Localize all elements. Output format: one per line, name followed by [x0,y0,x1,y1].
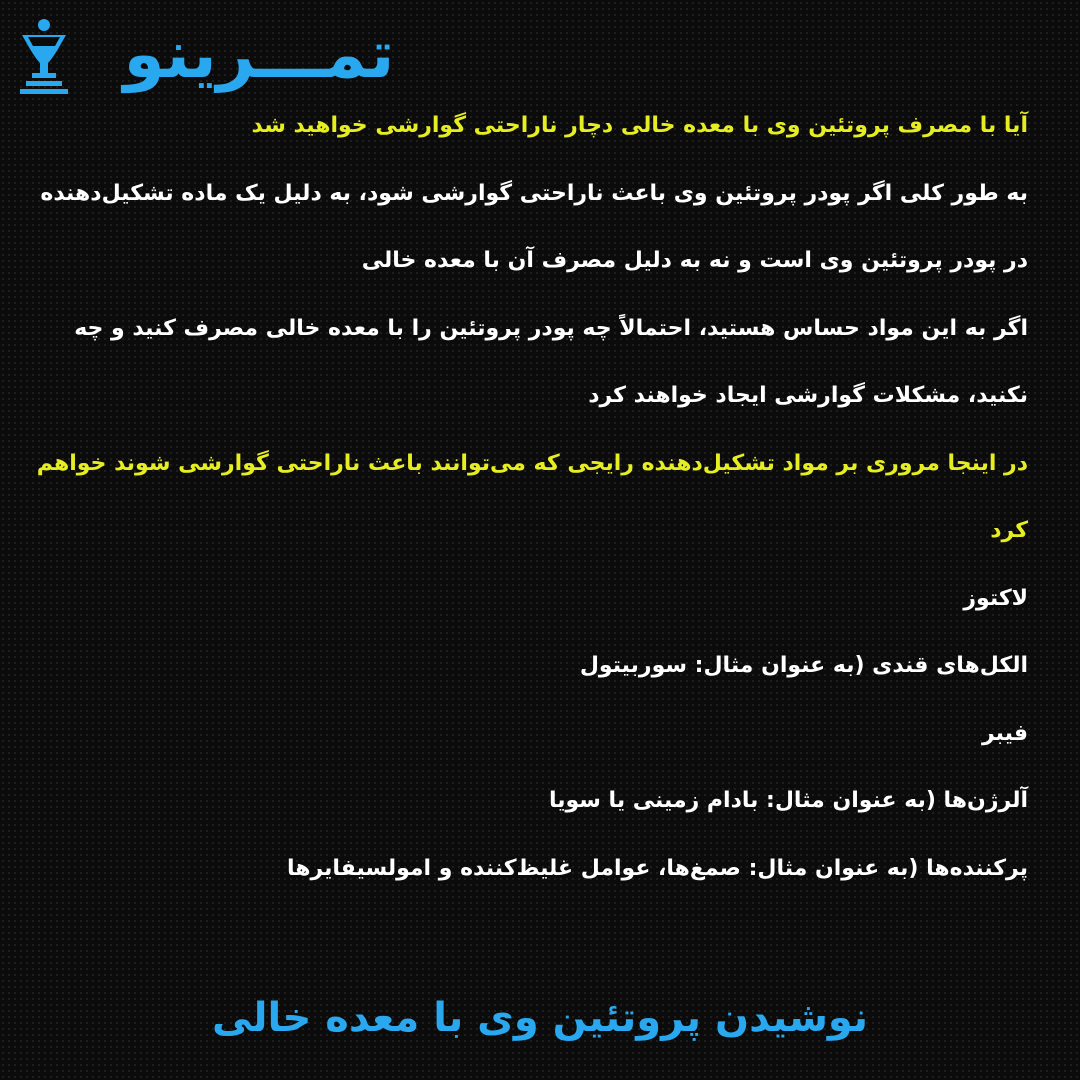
article-text-line: الکل‌های قندی (به عنوان مثال: سوربیتول [579,653,1028,679]
article-heading-line: آیا با مصرف پروتئین وی با معده خالی دچار ناراحتی گوارشی خواهید شد [251,113,1028,139]
article-text-line: پرکننده‌ها (به عنوان مثال: صمغ‌ها، عوامل غلیظ‌کننده و امولسیفایرها [286,855,1028,881]
article-text-line: در پودر پروتئین وی است و نه به دلیل مصرف آن با معده خالی [361,248,1028,274]
article-text-line: اگر به این مواد حساس هستید، احتمالاً چه پودر پروتئین را با معده خالی مصرف کنید و چه [74,315,1028,341]
article-text-line: نکنید، مشکلات گوارشی ایجاد خواهند کرد [588,383,1028,409]
article-text-line: آلرژن‌ها (به عنوان مثال: بادام زمینی یا سویا [548,788,1028,814]
article-text-line: فیبر [981,720,1028,746]
footer-title: نوشیدن پروتئین وی با معده خالی [211,995,869,1041]
article-text-line: به طور کلی اگر پودر پروتئین وی باعث ناراحتی گوارشی شود، به دلیل یک ماده تشکیل‌دهنده [40,180,1028,206]
trophy-cup-icon [14,15,74,95]
article-heading-line: کرد [990,518,1028,544]
brand-wordmark: تمـــرینو [123,16,395,93]
brand-logo [14,10,444,100]
article-heading-line: در اینجا مروری بر مواد تشکیل‌دهنده رایجی که می‌توانند باعث ناراحتی گوارشی شوند خواهم [36,450,1028,476]
article-text-line: لاکتوز [963,585,1028,611]
article-body [36,92,1028,902]
